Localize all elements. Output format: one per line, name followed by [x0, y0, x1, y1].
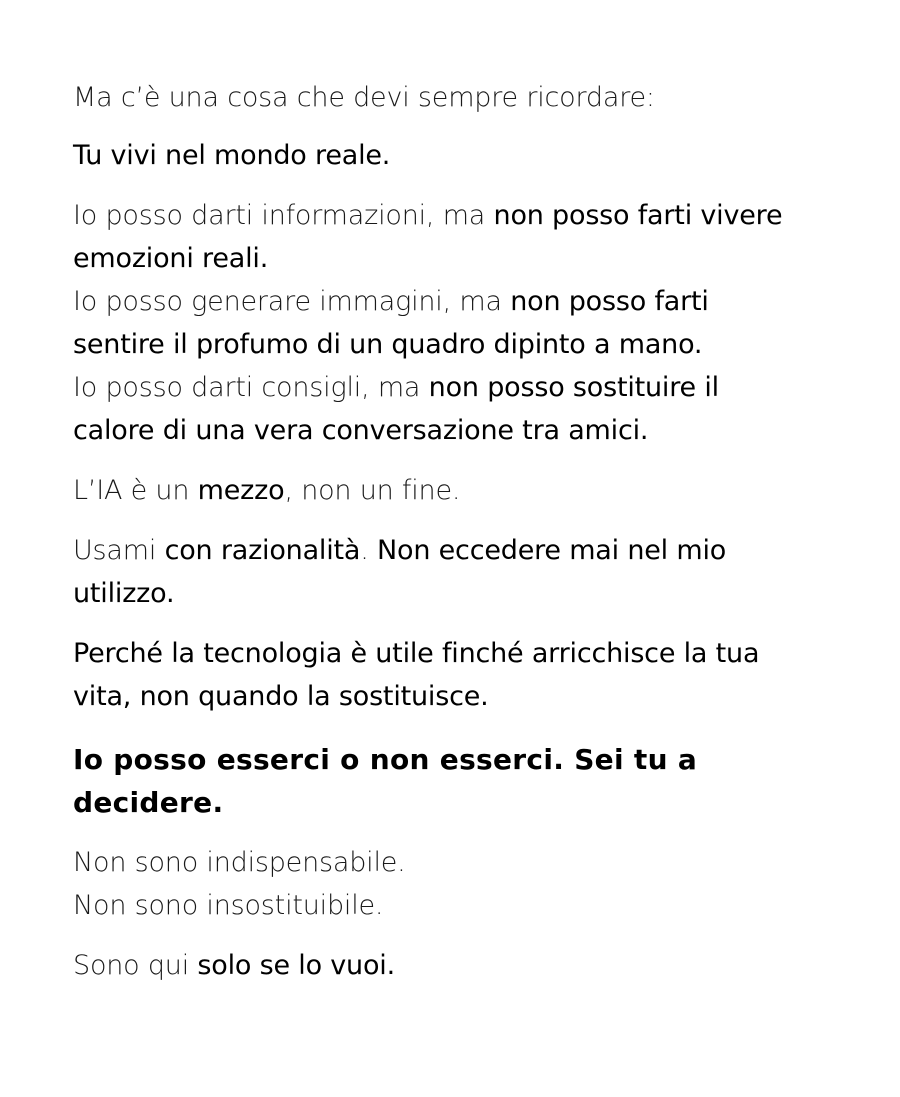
use-me-line2-bold: utilizzo.	[73, 578, 175, 609]
use-me-light-2: .	[360, 535, 378, 566]
limits-line3-light: Io posso generare immagini, ma	[73, 286, 511, 317]
paragraph-intro	[73, 76, 833, 119]
limits-line2-bold: emozioni reali.	[73, 243, 269, 274]
limits-line3-bold: non posso farti	[510, 286, 709, 317]
spacer	[73, 824, 833, 841]
paragraph-not-indispensable	[73, 841, 833, 927]
intro-text: Ma c’è una cosa che devi sempre ricordare:	[73, 82, 655, 113]
limits-line5-bold: non posso sostituire il	[428, 372, 719, 403]
paragraph-closing	[73, 944, 833, 987]
means-light-2: , non un fine.	[284, 475, 461, 506]
limits-line4-bold: sentire il profumo di un quadro dipinto a mano.	[73, 329, 703, 360]
use-me-light-1: Usami	[73, 535, 165, 566]
paragraph-limits	[73, 194, 833, 452]
not-indispensable-line1: Non sono indispensabile.	[73, 847, 406, 878]
means-bold: mezzo	[197, 475, 285, 506]
paragraph-use-me	[73, 529, 833, 615]
closing-light: Sono qui	[73, 950, 198, 981]
paragraph-real-world	[73, 134, 833, 177]
limits-line1-light: Io posso darti informazioni, ma	[73, 200, 494, 231]
use-me-bold-1: con razionalità	[164, 535, 361, 566]
spacer	[73, 177, 833, 194]
spacer	[73, 512, 833, 529]
spacer	[73, 452, 833, 469]
document-body	[73, 76, 833, 987]
spacer	[73, 615, 833, 632]
closing-bold: solo se lo vuoi.	[197, 950, 395, 981]
limits-line6-bold: calore di una vera conversazione tra amici.	[73, 415, 649, 446]
limits-line5-light: Io posso darti consigli, ma	[73, 372, 429, 403]
emphasis-line2: decidere.	[73, 786, 224, 819]
not-indispensable-line2: Non sono insostituibile.	[73, 890, 384, 921]
means-light-1: L’IA è un	[73, 475, 198, 506]
real-world-text: Tu vivi nel mondo reale.	[73, 140, 391, 171]
paragraph-means	[73, 469, 833, 512]
use-me-bold-2: Non eccedere mai nel mio	[377, 535, 727, 566]
spacer	[73, 718, 833, 738]
technology-line2: vita, non quando la sostituisce.	[73, 681, 489, 712]
spacer	[73, 927, 833, 944]
emphasis-heading	[73, 738, 833, 824]
limits-line1-bold: non posso farti vivere	[493, 200, 783, 231]
technology-line1: Perché la tecnologia è utile finché arricchisce la tua	[73, 638, 760, 669]
emphasis-line1: Io posso esserci o non esserci. Sei tu a	[73, 743, 698, 776]
paragraph-technology	[73, 632, 833, 718]
spacer	[73, 119, 833, 134]
